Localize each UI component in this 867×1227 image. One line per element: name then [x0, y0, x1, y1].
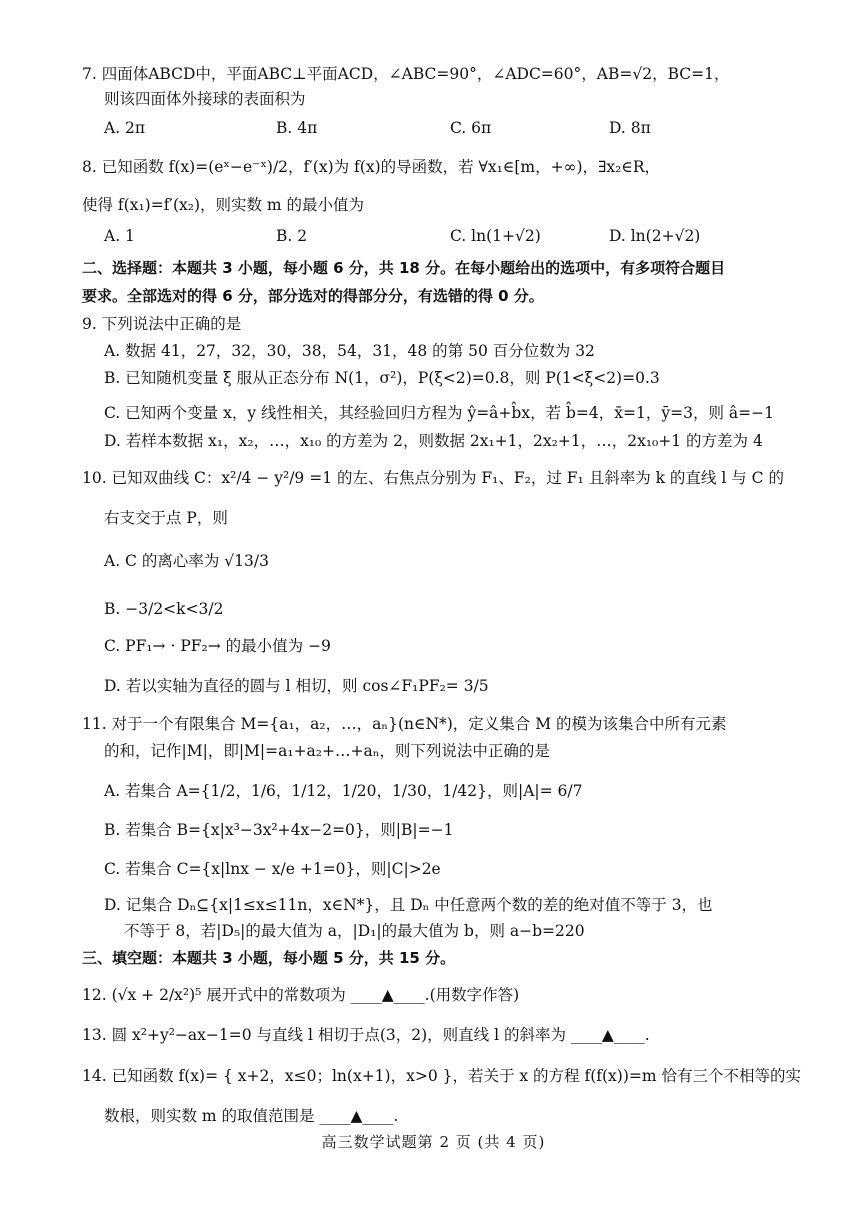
q9-option-a: A. 数据 41，27，32，30，38，54，31，48 的第 50 百分位数为 32: [104, 342, 595, 360]
q9-stem: 9. 下列说法中正确的是: [82, 315, 242, 333]
q10-option-c: C. PF₁→ · PF₂→ 的最小值为 −9: [104, 637, 331, 655]
section3-header: 三、填空题：本题共 3 小题，每小题 5 分，共 15 分。: [82, 949, 456, 967]
q7-options: [104, 116, 784, 140]
q10-stem-cont: 右支交于点 P，则: [104, 509, 228, 527]
q12-text: 12. (√x + 2/x²)⁵ 展开式中的常数项为 ____▲____.(用数字作答): [82, 986, 520, 1004]
q7-option-b: B. 4π: [276, 119, 318, 137]
q7-stem-cont: 则该四面体外接球的表面积为: [104, 90, 306, 108]
q11-option-b: B. 若集合 B={x|x³−3x²+4x−2=0}，则|B|=−1: [104, 821, 454, 839]
q10-option-b: B. −3/2<k<3/2: [104, 600, 224, 618]
q11-stem: 11. 对于一个有限集合 M={a₁，a₂，…，aₙ}(n∈N*)，定义集合 M 的模为该集合中所有元素: [82, 715, 727, 733]
q13-text: 13. 圆 x²+y²−ax−1=0 与直线 l 相切于点(3，2)，则直线 l 的斜率为 ____▲____.: [82, 1026, 650, 1044]
q9-option-b: B. 已知随机变量 ξ 服从正态分布 N(1，σ²)，P(ξ<2)=0.8，则 P(1<ξ<2)=0.3: [104, 369, 660, 387]
q7-option-d: D. 8π: [609, 119, 651, 137]
q10-option-a: A. C 的离心率为 √13/3: [104, 552, 269, 570]
q11-option-c: C. 若集合 C={x|lnx − x/e +1=0}，则|C|>2e: [104, 860, 441, 878]
q8-option-c: C. ln(1+√2): [450, 227, 541, 245]
q7-option-c: C. 6π: [450, 119, 492, 137]
q8-option-b: B. 2: [276, 227, 308, 245]
q9-option-d: D. 若样本数据 x₁，x₂，…，x₁₀ 的方差为 2，则数据 2x₁+1，2x₂+1，…，2x₁₀+1 的方差为 4: [104, 432, 763, 450]
q11-option-d-line2: 不等于 8，若|D₅|的最大值为 a，|D₁|的最大值为 b，则 a−b=220: [124, 922, 585, 940]
q7-option-a: A. 2π: [104, 119, 146, 137]
q14-stem-cont: 数根，则实数 m 的取值范围是 ____▲____.: [104, 1107, 399, 1125]
q10-stem: 10. 已知双曲线 C：x²/4 − y²/9 =1 的左、右焦点分别为 F₁、F₂，过 F₁ 且斜率为 k 的直线 l 与 C 的: [82, 469, 784, 487]
q8-option-d: D. ln(2+√2): [609, 227, 701, 245]
q8-option-a: A. 1: [104, 227, 135, 245]
q10-option-d: D. 若以实轴为直径的圆与 l 相切，则 cos∠F₁PF₂= 3/5: [104, 677, 489, 695]
q8-stem-cont: 使得 f(x₁)=f′(x₂)，则实数 m 的最小值为: [82, 196, 365, 214]
q8-stem: 8. 已知函数 f(x)=(eˣ−e⁻ˣ)/2，f′(x)为 f(x)的导函数，若 ∀x₁∈[m，+∞)，∃x₂∈R，: [82, 158, 661, 176]
page-footer: 高三数学试题第 2 页 (共 4 页): [321, 1133, 546, 1151]
section2-header-line2: 要求。全部选对的得 6 分，部分选对的得部分分，有选错的得 0 分。: [82, 287, 544, 305]
q9-option-c: C. 已知两个变量 x，y 线性相关，其经验回归方程为 ŷ=â+b̂x，若 b̂=4，x̄=1，ȳ=3，则 â=−1: [104, 404, 774, 422]
section2-header-line1: 二、选择题：本题共 3 小题，每小题 6 分，共 18 分。在每小题给出的选项中，有多项符合题目: [82, 259, 726, 277]
q14-stem: 14. 已知函数 f(x)= { x+2，x≤0；ln(x+1)，x>0 }，若关于 x 的方程 f(f(x))=m 恰有三个不相等的实: [82, 1067, 802, 1085]
q8-options: [104, 224, 784, 248]
q7-stem: 7. 四面体ABCD中，平面ABC⊥平面ACD，∠ABC=90°，∠ADC=60°，AB=√2，BC=1，: [82, 65, 730, 83]
q11-option-a: A. 若集合 A={1/2，1/6，1/12，1/20，1/30，1/42}，则|A|= 6/7: [104, 782, 583, 800]
q11-option-d-line1: D. 记集合 Dₙ⊆{x|1≤x≤11n，x∈N*}，且 Dₙ 中任意两个数的差的绝对值不等于 3，也: [104, 896, 713, 914]
q11-stem-cont: 的和，记作|M|，即|M|=a₁+a₂+…+aₙ，则下列说法中正确的是: [104, 742, 550, 760]
